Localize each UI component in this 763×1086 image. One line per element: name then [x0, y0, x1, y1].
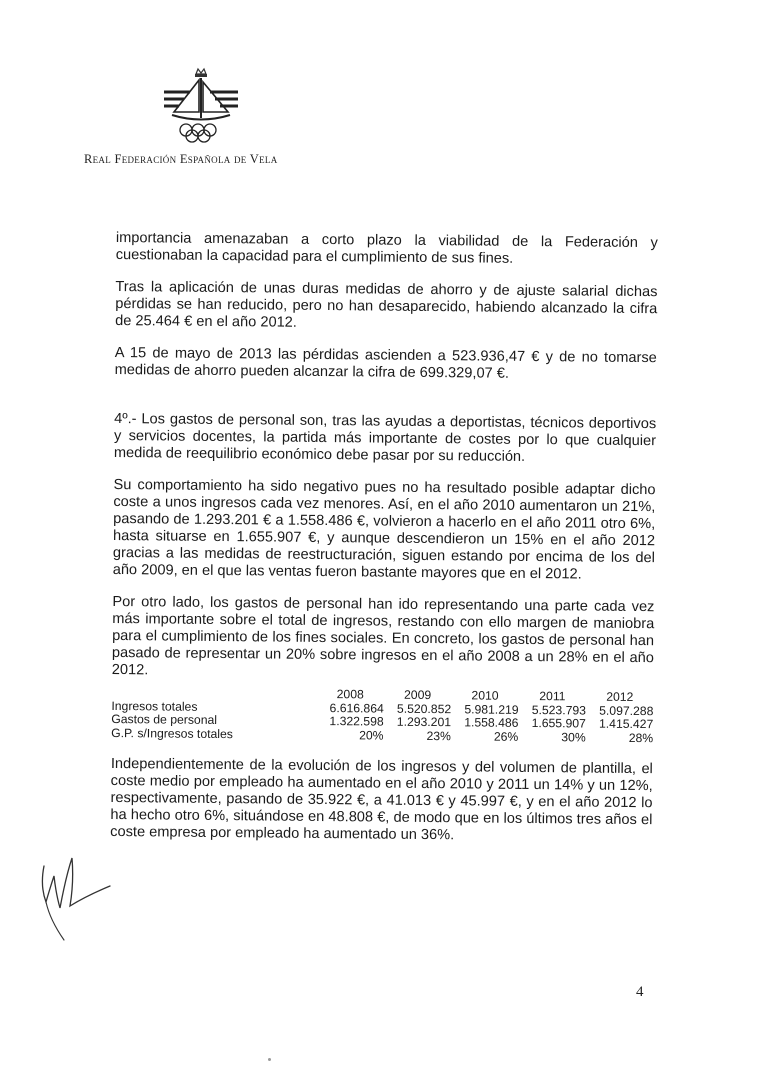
- table-cell: 1.415.427: [598, 716, 654, 732]
- scan-speck: [268, 1058, 271, 1061]
- handwritten-signature-icon: [30, 836, 120, 946]
- table-cell: 26%: [493, 729, 519, 744]
- paragraph: A 15 de mayo de 2013 las pérdidas ascienden a 523.936,47 € y de no tomarse medidas de ahorro pueden alcanzar la cifra de 699.329,07 €.: [114, 344, 657, 382]
- federation-logo-icon: [160, 66, 242, 150]
- table-cell: 6.616.864: [329, 700, 384, 716]
- year-header: 2011: [539, 689, 566, 704]
- table-cell: 30%: [561, 729, 586, 745]
- table-cell: 28%: [628, 730, 654, 745]
- table-cell: 5.520.852: [396, 701, 452, 716]
- paragraph: Independientemente de la evolución de los ingresos y del volumen de plantilla, el coste medio por empleado ha aumentado en el año 2010 y 2011 un 14% y un 12%, respectivamente, pasando de 35.922 €, a 41.013 € y 45.997 €, y en el año 2012 lo ha hecho otro 6%, situándose en 48.808 €, de modo que en los últimos tres años el coste empresa por empleado ha aumentado un 36%.: [110, 755, 653, 844]
- page-number: 4: [636, 984, 644, 1000]
- year-header: 2010: [471, 688, 499, 703]
- row-label: Ingresos totales: [111, 698, 198, 714]
- table-cell: 1.293.201: [396, 714, 452, 730]
- table-cell: 1.655.907: [531, 716, 586, 731]
- table-cell: 20%: [359, 727, 384, 743]
- table-cell: 5.981.219: [464, 701, 519, 717]
- paragraph: 4º.- Los gastos de personal son, tras las ayudas a deportistas, técnicos deportivos y servicios docentes, la partida más importante de costes por lo que cualquier medida de reequilibrio económico debe pasar por su reducción.: [113, 410, 657, 465]
- year-header: 2009: [404, 687, 432, 703]
- row-label: Gastos de personal: [111, 711, 218, 727]
- row-label: G.P. s/Ingresos totales: [111, 725, 233, 741]
- year-header: 2012: [606, 689, 634, 704]
- personnel-costs-table: [111, 686, 653, 745]
- paragraph: Su comportamiento ha sido negativo pues no ha resultado posible adaptar dicho coste a unos ingresos cada vez menores. Así, en el año 2010 aumentaron un 21%, pasando de 1.293.201 € a 1.558.486 €, volvieron a hacerlo en el año 2011 otro 6%, hasta situarse en 1.655.907 €, y aunque descendieron un 15% en el año 2012 gracias a las medidas de reestructuración, siguen estando por encima de los del año 2009, en el que las ventas fueron bastante mayores que en el 2012.: [112, 476, 656, 583]
- paragraph: Por otro lado, los gastos de personal han ido representando una parte cada vez más importante sobre el total de ingresos, restando con ello margen de maniobra para el cumplimiento de los fines sociales. En concreto, los gastos de personal han pasado de representar un 20% sobre ingresos en el año 2008 a un 28% en el año 2012.: [111, 593, 655, 679]
- paragraph: importancia amenazaban a corto plazo la viabilidad de la Federación y cuestionaban la capacidad para el cumplimiento de sus fines.: [115, 230, 658, 267]
- table-cell: 1.322.598: [329, 714, 384, 729]
- paragraph: Tras la aplicación de unas duras medidas de ahorro y de ajuste salarial dichas pérdidas se han reducido, pero no han desaparecido, habiendo alcanzado la cifra de 25.464 € en el año 2012.: [115, 278, 658, 331]
- table-cell: 1.558.486: [464, 715, 519, 730]
- year-header: 2008: [336, 687, 364, 702]
- body-text: [110, 230, 658, 861]
- table-cell: 5.523.793: [531, 702, 587, 718]
- table-cell: 5.097.288: [599, 703, 654, 718]
- organization-name: Real Federación Española de Vela: [84, 152, 278, 166]
- table-cell: 23%: [426, 728, 452, 743]
